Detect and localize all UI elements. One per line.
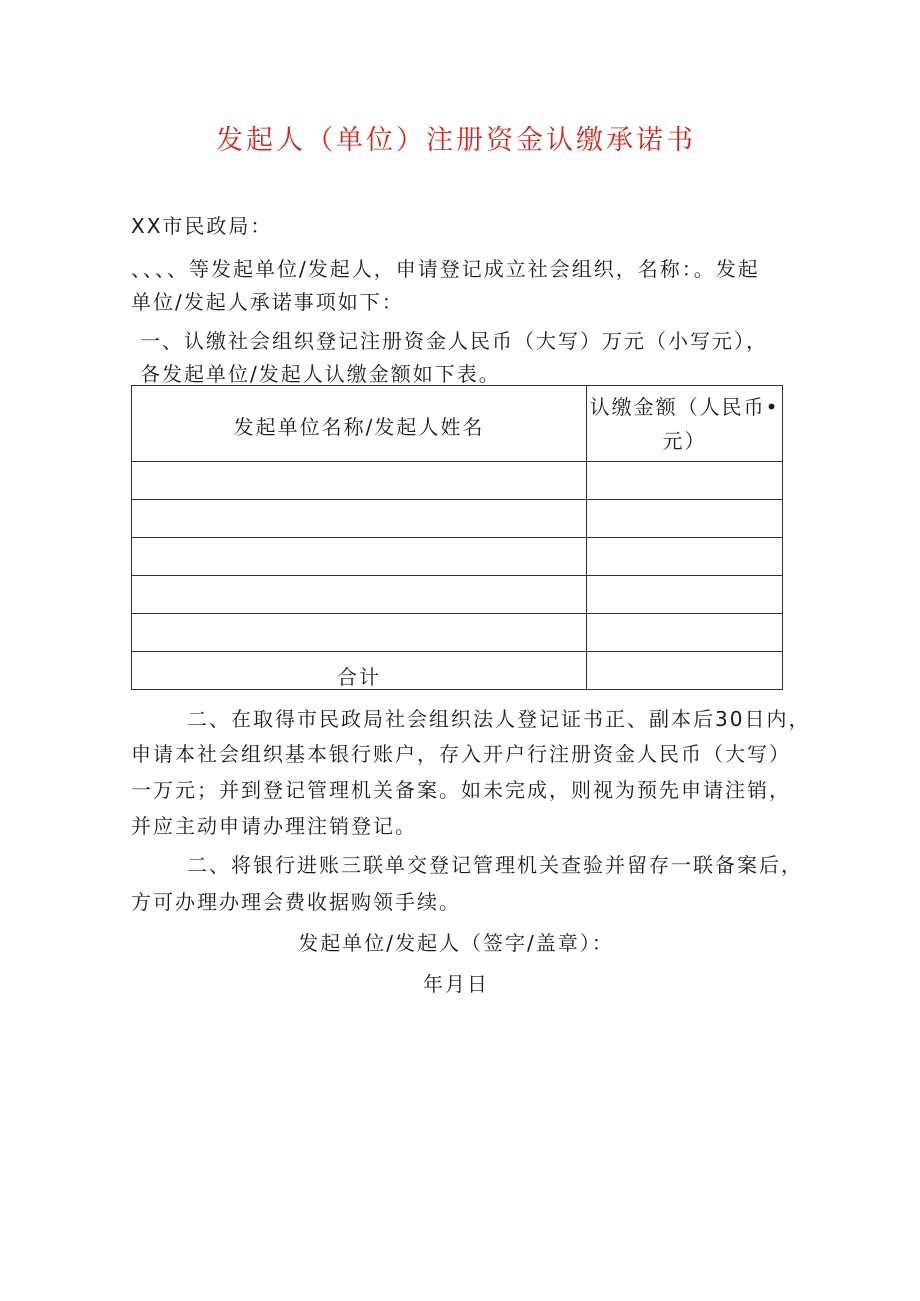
item2-line2: 申请本社会组织基本银行账户，存入开户行注册资金人民币（大写） [131, 742, 791, 766]
row-name-cell[interactable] [132, 576, 587, 614]
row-amount-cell[interactable] [587, 500, 783, 538]
total-amount-cell[interactable] [587, 652, 783, 690]
table-row [132, 538, 783, 576]
table-row [132, 500, 783, 538]
header-amount-line2: 元） [662, 428, 707, 453]
item2-line1: 二、在取得市民政局社会组织法人登记证书正、副本后30日内， [187, 707, 811, 731]
header-name-cell: 发起单位名称/发起人姓名 [132, 386, 587, 462]
item1-line2: 各发起单位/发起人认缴金额如下表。 [140, 362, 501, 386]
paragraph1-line2: 单位/发起人承诺事项如下： [131, 290, 404, 314]
row-amount-cell[interactable] [587, 462, 783, 500]
table-row [132, 462, 783, 500]
total-label-cell: 合计 [132, 652, 587, 690]
table-row [132, 576, 783, 614]
subscription-table [131, 385, 783, 690]
document-title: 发起人（单位）注册资金认缴承诺书 [216, 125, 696, 156]
item3-line2: 方可办理办理会费收据购领手续。 [131, 890, 461, 914]
row-amount-cell[interactable] [587, 538, 783, 576]
row-name-cell[interactable] [132, 500, 587, 538]
row-name-cell[interactable] [132, 538, 587, 576]
item1-line1: 一、认缴社会组织登记注册资金人民币（大写）万元（小写元）， [140, 329, 768, 353]
row-name-cell[interactable] [132, 614, 587, 652]
table-row [132, 614, 783, 652]
header-amount-cell [587, 386, 783, 462]
table-header-row [132, 386, 783, 462]
item3-line1: 二、将银行进账三联单交登记管理机关查验并留存一联备案后， [187, 853, 803, 877]
signature-label: 发起单位/发起人（签字/盖章）： [298, 931, 614, 955]
addressee: XX市民政局： [131, 214, 273, 238]
date-label: 年月日 [423, 972, 489, 996]
item2-line4: 并应主动申请办理注销登记。 [131, 814, 417, 838]
table-total-row [132, 652, 783, 690]
paragraph1-line1: 、、、、等发起单位/发起人，申请登记成立社会组织，名称：。发起 [131, 257, 760, 281]
row-amount-cell[interactable] [587, 576, 783, 614]
header-amount-line1: 认缴金额（人民币• [589, 394, 780, 419]
item2-line3: 一万元；并到登记管理机关备案。如未完成，则视为预先申请注销， [131, 778, 791, 802]
row-amount-cell[interactable] [587, 614, 783, 652]
row-name-cell[interactable] [132, 462, 587, 500]
